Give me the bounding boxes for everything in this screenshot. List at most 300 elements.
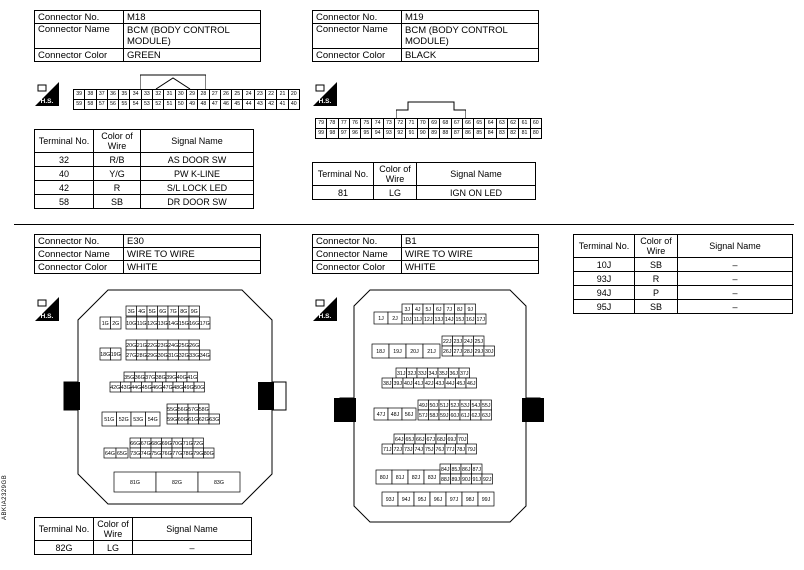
pin-label: 68G: [151, 441, 162, 447]
pin-label: 62J: [471, 413, 481, 419]
table-cell: –: [133, 541, 252, 555]
table-row: [574, 258, 793, 272]
pin-label: 55G: [167, 407, 178, 413]
pin-label: 25J: [474, 339, 484, 345]
label: Connector Color: [313, 49, 402, 62]
pin-label: 77G: [172, 451, 183, 457]
pin-label: 32J: [407, 371, 417, 377]
header: Terminal No.: [574, 235, 635, 258]
b1-info-table: [312, 234, 539, 274]
pin-cell: 63: [496, 119, 507, 129]
pin-cell: 76: [349, 119, 360, 129]
pin-label: 71J: [382, 447, 392, 453]
svg-text:H.S.: H.S.: [318, 98, 332, 105]
pin-label: 37G: [145, 375, 156, 381]
hs-icon: [35, 297, 59, 321]
pin-label: 44G: [131, 385, 142, 391]
table-row: [313, 186, 536, 200]
pin-cell: 62: [508, 119, 519, 129]
pin-label: 3G: [127, 309, 135, 315]
pin-label: 87J: [472, 467, 482, 473]
pin-label: 47J: [376, 412, 386, 418]
svg-text:H.S.: H.S.: [318, 313, 332, 320]
header: Color of Wire: [94, 518, 133, 541]
pin-label: 36G: [134, 375, 145, 381]
header: Signal Name: [417, 163, 536, 186]
pin-cell: 92: [395, 129, 406, 139]
value: WIRE TO WIRE: [402, 248, 539, 261]
pin-label: 74G: [140, 451, 151, 457]
pin-label: 8J: [456, 307, 463, 313]
pin-label: 63G: [209, 417, 220, 423]
pin-label: 4J: [414, 307, 421, 313]
pin-label: 36J: [449, 371, 459, 377]
pin-label: 22G: [147, 343, 158, 349]
value: B1: [402, 235, 539, 248]
pin-cell: 53: [141, 100, 152, 110]
pin-label: 70J: [457, 437, 467, 443]
pin-label: 98J: [465, 497, 475, 503]
pin-label: 55J: [481, 403, 491, 409]
pin-label: 57J: [418, 413, 428, 419]
pin-cell: 65: [474, 119, 485, 129]
pin-label: 65G: [116, 451, 128, 457]
value: WHITE: [402, 261, 539, 274]
pin-cell: 69: [428, 119, 439, 129]
pin-label: 48G: [173, 385, 184, 391]
pin-label: 57G: [188, 407, 199, 413]
pin-label: 94J: [401, 497, 411, 503]
pin-label: 99J: [481, 497, 491, 503]
pin-label: 1G: [101, 321, 109, 327]
table-cell: 32: [35, 153, 94, 167]
svg-text:H.S.: H.S.: [40, 98, 54, 105]
header: Color of Wire: [635, 235, 678, 258]
label: Connector No.: [313, 235, 402, 248]
pin-label: 30G: [157, 353, 168, 359]
pin-label: 49G: [183, 385, 194, 391]
pin-label: 15G: [178, 321, 189, 327]
pin-label: 73J: [403, 447, 413, 453]
pin-cell: 64: [485, 119, 496, 129]
pin-label: 22J: [442, 339, 452, 345]
pin-label: 43J: [435, 381, 445, 387]
table-cell: –: [678, 272, 793, 286]
pin-cell: 30: [175, 90, 186, 100]
e30-info-table: [34, 234, 261, 274]
pin-cell: 49: [186, 100, 197, 110]
pin-cell: 38: [85, 90, 96, 100]
pin-label: 56G: [177, 407, 188, 413]
pin-label: 32G: [178, 353, 189, 359]
pin-label: 58G: [198, 407, 209, 413]
pin-cell: 61: [519, 119, 530, 129]
pin-cell: 59: [74, 100, 85, 110]
pin-label: 31G: [168, 353, 179, 359]
pin-cell: 84: [485, 129, 496, 139]
pin-cell: 51: [164, 100, 175, 110]
pin-cell: 29: [186, 90, 197, 100]
pin-cell: 34: [130, 90, 141, 100]
section-divider: [14, 224, 794, 225]
header: Signal Name: [141, 130, 254, 153]
pin-label: 34J: [428, 371, 438, 377]
pin-label: 3J: [404, 307, 411, 313]
header: Terminal No.: [35, 130, 94, 153]
pin-cell: 91: [406, 129, 417, 139]
pin-cell: 50: [175, 100, 186, 110]
pin-label: 6J: [435, 307, 442, 313]
table-row: [35, 167, 254, 181]
value: WIRE TO WIRE: [124, 248, 261, 261]
pin-cell: 54: [130, 100, 141, 110]
table-cell: PW K-LINE: [141, 167, 254, 181]
pin-label: 6G: [159, 309, 167, 315]
pin-label: 83J: [427, 475, 437, 481]
value: BLACK: [402, 49, 539, 62]
svg-text:H.S.: H.S.: [40, 313, 54, 320]
pin-label: 42G: [110, 385, 121, 391]
pin-label: 12G: [147, 321, 158, 327]
pin-cell: 23: [254, 90, 265, 100]
pin-label: 92J: [482, 477, 492, 483]
pin-label: 8G: [180, 309, 188, 315]
table-cell: 81: [313, 186, 374, 200]
header: Terminal No.: [35, 518, 94, 541]
table-cell: 93J: [574, 272, 635, 286]
pin-label: 89J: [451, 477, 461, 483]
pin-label: 38G: [155, 375, 166, 381]
pin-label: 72J: [393, 447, 403, 453]
pin-label: 53G: [133, 417, 144, 423]
pin-label: 69G: [161, 441, 172, 447]
label: Connector Name: [35, 24, 124, 49]
pin-label: 27J: [453, 349, 463, 355]
pin-label: 7G: [169, 309, 177, 315]
pin-cell: 79: [316, 119, 327, 129]
pin-label: 9J: [467, 307, 474, 313]
pin-label: 50J: [429, 403, 439, 409]
pin-label: 53J: [460, 403, 470, 409]
pin-cell: 93: [383, 129, 394, 139]
pin-label: 63J: [481, 413, 491, 419]
pin-label: 93J: [385, 497, 395, 503]
pin-label: 35G: [124, 375, 135, 381]
value: BCM (BODY CONTROL MODULE): [402, 24, 539, 49]
pin-label: 68J: [436, 437, 446, 443]
pin-cell: 32: [153, 90, 164, 100]
pin-label: 86J: [461, 467, 471, 473]
table-row: [35, 181, 254, 195]
pin-label: 34G: [199, 353, 210, 359]
pin-label: 10J: [402, 317, 412, 323]
pin-label: 49J: [418, 403, 428, 409]
pin-label: 17J: [476, 317, 486, 323]
pin-cell: 81: [519, 129, 530, 139]
pin-label: 2G: [112, 321, 120, 327]
table-row: [35, 195, 254, 209]
pin-cell: 24: [243, 90, 254, 100]
pin-label: 23J: [453, 339, 463, 345]
pin-label: 37J: [459, 371, 469, 377]
pin-label: 70G: [172, 441, 183, 447]
m19-info-table: [312, 10, 539, 62]
pin-cell: 39: [74, 90, 85, 100]
pin-cell: 98: [327, 129, 338, 139]
pin-label: 78J: [456, 447, 466, 453]
hs-icon: [313, 82, 337, 106]
pin-label: 74J: [414, 447, 424, 453]
pin-cell: 58: [85, 100, 96, 110]
header: Color of Wire: [94, 130, 141, 153]
pin-label: 21G: [136, 343, 147, 349]
table-cell: SB: [94, 195, 141, 209]
pin-label: 79J: [466, 447, 476, 453]
pin-cell: 75: [361, 119, 372, 129]
table-cell: AS DOOR SW: [141, 153, 254, 167]
pin-cell: 77: [338, 119, 349, 129]
pin-label: 29J: [474, 349, 484, 355]
pin-label: 84J: [440, 467, 450, 473]
pin-cell: 41: [277, 100, 288, 110]
label: Connector Color: [313, 261, 402, 274]
m18-connector-face: [73, 89, 300, 110]
pin-label: 67G: [140, 441, 151, 447]
pin-label: 46J: [466, 381, 476, 387]
table-row: [574, 272, 793, 286]
pin-label: 51G: [104, 417, 115, 423]
pin-cell: 25: [232, 90, 243, 100]
pin-cell: 47: [209, 100, 220, 110]
pin-label: 41G: [187, 375, 198, 381]
m18-signal-table: [34, 129, 254, 209]
pin-label: 24G: [168, 343, 179, 349]
table-cell: Y/G: [94, 167, 141, 181]
pin-label: 12J: [423, 317, 433, 323]
pin-label: 91J: [472, 477, 482, 483]
pin-label: 23G: [157, 343, 168, 349]
pin-label: 80G: [203, 451, 214, 457]
pin-label: 76J: [435, 447, 445, 453]
pin-label: 82G: [171, 480, 183, 486]
pin-label: 60G: [177, 417, 188, 423]
value: M19: [402, 11, 539, 24]
pin-label: 60J: [450, 413, 460, 419]
value: E30: [124, 235, 261, 248]
pin-cell: 82: [508, 129, 519, 139]
pin-label: 59G: [167, 417, 178, 423]
pin-label: 52J: [450, 403, 460, 409]
table-cell: SB: [635, 258, 678, 272]
pin-cell: 52: [153, 100, 164, 110]
label: Connector No.: [313, 11, 402, 24]
m18-info-table: [34, 10, 261, 62]
table-cell: 95J: [574, 300, 635, 314]
pin-label: 29G: [147, 353, 158, 359]
pin-cell: 85: [474, 129, 485, 139]
table-cell: LG: [374, 186, 417, 200]
pin-label: 80J: [379, 475, 389, 481]
pin-label: 39G: [166, 375, 177, 381]
pin-label: 97J: [449, 497, 459, 503]
label: Connector Name: [313, 24, 402, 49]
table-cell: DR DOOR SW: [141, 195, 254, 209]
pin-label: 95J: [417, 497, 427, 503]
pin-label: 82J: [411, 475, 421, 481]
table-cell: R: [635, 272, 678, 286]
pin-label: 88J: [440, 477, 450, 483]
pin-label: 17G: [199, 321, 210, 327]
pin-cell: 87: [451, 129, 462, 139]
table-cell: –: [678, 258, 793, 272]
pin-label: 54J: [471, 403, 481, 409]
pin-label: 40G: [176, 375, 187, 381]
pin-label: 16J: [465, 317, 475, 323]
pin-label: 54G: [147, 417, 158, 423]
table-row: [574, 286, 793, 300]
figure-code: ABKIA2329GB: [2, 474, 8, 520]
label: Connector Color: [35, 261, 124, 274]
pin-label: 62G: [198, 417, 209, 423]
pin-label: 20J: [410, 349, 419, 355]
label: Connector Name: [313, 248, 402, 261]
pin-cell: 40: [288, 100, 299, 110]
table-cell: R: [94, 181, 141, 195]
table-cell: P: [635, 286, 678, 300]
label: Connector No.: [35, 235, 124, 248]
pin-cell: 95: [361, 129, 372, 139]
table-cell: 82G: [35, 541, 94, 555]
m18-connector-key: [140, 73, 206, 89]
pin-cell: 78: [327, 119, 338, 129]
pin-label: 75J: [424, 447, 434, 453]
pin-cell: 99: [316, 129, 327, 139]
pin-cell: 60: [530, 119, 541, 129]
pin-label: 75G: [151, 451, 162, 457]
table-cell: 10J: [574, 258, 635, 272]
pin-label: 45G: [141, 385, 152, 391]
pin-label: 73G: [130, 451, 141, 457]
pin-cell: 90: [417, 129, 428, 139]
value: GREEN: [124, 49, 261, 62]
pin-label: 28J: [463, 349, 473, 355]
pin-label: 69J: [447, 437, 457, 443]
pin-cell: 74: [372, 119, 383, 129]
pin-cell: 20: [288, 90, 299, 100]
pin-cell: 57: [96, 100, 107, 110]
pin-label: 65J: [405, 437, 415, 443]
table-row: [35, 153, 254, 167]
pin-cell: 72: [395, 119, 406, 129]
pin-label: 4G: [138, 309, 146, 315]
table-cell: R/B: [94, 153, 141, 167]
pin-cell: 88: [440, 129, 451, 139]
pin-label: 5G: [148, 309, 156, 315]
pin-cell: 42: [266, 100, 277, 110]
pin-cell: 86: [462, 129, 473, 139]
pin-cell: 35: [119, 90, 130, 100]
pin-label: 14G: [168, 321, 179, 327]
pin-label: 33J: [417, 371, 427, 377]
pin-label: 16G: [189, 321, 200, 327]
pin-label: 90J: [461, 477, 471, 483]
pin-label: 81J: [395, 475, 405, 481]
table-cell: –: [678, 300, 793, 314]
pin-label: 15J: [455, 317, 465, 323]
pin-label: 66G: [130, 441, 141, 447]
header: Terminal No.: [313, 163, 374, 186]
pin-label: 18G: [100, 352, 111, 358]
pin-cell: 83: [496, 129, 507, 139]
pin-label: 43G: [120, 385, 131, 391]
pin-cell: 22: [266, 90, 277, 100]
pin-cell: 56: [107, 100, 118, 110]
table-cell: 58: [35, 195, 94, 209]
table-cell: LG: [94, 541, 133, 555]
pin-label: 26G: [189, 343, 200, 349]
pin-label: 48J: [390, 412, 400, 418]
pin-cell: 31: [164, 90, 175, 100]
pin-cell: 48: [198, 100, 209, 110]
pin-cell: 71: [406, 119, 417, 129]
pin-label: 78G: [182, 451, 193, 457]
pin-cell: 28: [198, 90, 209, 100]
pin-label: 59J: [439, 413, 449, 419]
b1-signal-table: [573, 234, 793, 314]
pin-label: 18J: [376, 349, 385, 355]
pin-label: 61G: [188, 417, 199, 423]
pin-label: 71G: [182, 441, 193, 447]
pin-label: 42J: [424, 381, 434, 387]
value: M18: [124, 11, 261, 24]
pin-label: 45J: [456, 381, 466, 387]
pin-label: 83G: [213, 480, 225, 486]
pin-cell: 21: [277, 90, 288, 100]
table-cell: S/L LOCK LED: [141, 181, 254, 195]
m19-signal-table: [312, 162, 536, 200]
label: Connector No.: [35, 11, 124, 24]
pin-cell: 36: [107, 90, 118, 100]
pin-label: 21J: [427, 349, 436, 355]
value: WHITE: [124, 261, 261, 274]
pin-cell: 97: [338, 129, 349, 139]
pin-cell: 89: [428, 129, 439, 139]
pin-label: 52G: [118, 417, 129, 423]
pin-label: 61J: [460, 413, 470, 419]
pin-cell: 45: [232, 100, 243, 110]
pin-label: 19J: [393, 349, 402, 355]
pin-cell: 94: [372, 129, 383, 139]
pin-cell: 68: [440, 119, 451, 129]
pin-label: 47G: [162, 385, 173, 391]
pin-label: 26J: [442, 349, 452, 355]
pin-cell: 96: [349, 129, 360, 139]
table-cell: SB: [635, 300, 678, 314]
pin-label: 77J: [445, 447, 455, 453]
pin-label: 81G: [129, 480, 141, 486]
pin-cell: 33: [141, 90, 152, 100]
table-cell: 40: [35, 167, 94, 181]
pin-cell: 70: [417, 119, 428, 129]
pin-label: 41J: [414, 381, 424, 387]
pin-label: 7J: [446, 307, 453, 313]
header: Signal Name: [678, 235, 793, 258]
label: Connector Color: [35, 49, 124, 62]
pin-label: 50G: [194, 385, 205, 391]
table-row: [35, 541, 252, 555]
hs-icon: [35, 82, 59, 106]
table-cell: IGN ON LED: [417, 186, 536, 200]
